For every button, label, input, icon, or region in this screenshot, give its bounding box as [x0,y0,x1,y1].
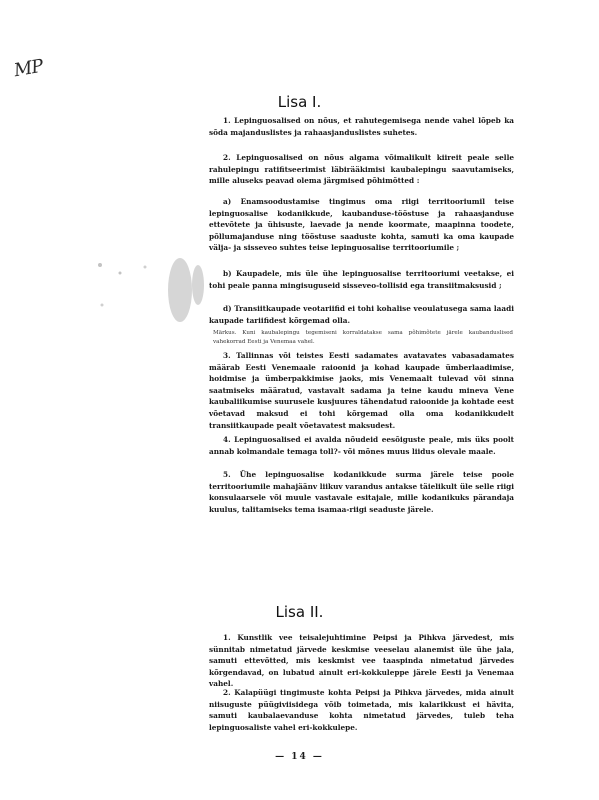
page-number: — 14 — [275,752,324,762]
annex-2-paragraph-1: 1. Kunstlik vee teisalejuhtimine Peipsi ja Pihkva järvedest, mis sünnitab nimetatud järvede keskmise veeselau alanemist üle ühe jala, samuti ettevõtted, mis keskmist vee taaspinda nimetatud järvedes kõrgendavad, on lubatud ainult eri-kokkuleppe järele Eesti ja Venemaa vahel. [209,633,514,689]
annex-2-paragraph-2: 2. Kalapüügi tingimuste kohta Peipsi ja Pihkva järvedes, mida ainult niisuguste püügiviisidega võib toimetada, mis kalarikkust ei hävita, samuti kaubalaevanduse kohta nimetatud järvedes, tuleb teha lepinguosaliste vahel eri-kokkulepe. [209,688,514,732]
annex-1-paragraph-2a: a) Enamsoodustamise tingimus oma riigi territooriumil teise lepinguosalise kodanikkude, kaubanduse-tööstuse ja rahaasjanduse ettevõtete ja ühisuste, laevade ja nende koormate, maapinna toodete, põllumajanduse ning tööstuse saaduste kohta, samuti ka oma kaupade välja- ja sisseveo suhtes teise lepinguosalise territooriumile ; [209,197,514,253]
annex-1-paragraph-2b: b) Kaupadele, mis üle ühe lepinguosalise territooriumi veetakse, ei tohi peale panna mingisuguseid sisseveo-tollisid ega transiitmaksusid ; [209,269,514,290]
margin-handwritten-note: MP [12,55,45,82]
annex-2-title: Lisa II. [275,603,324,621]
annex-1-paragraph-1: 1. Lepinguosalised on nõus, et rahutegemisega nende vahel lõpeb ka sõda majanduslistes ja rahaasjanduslistes suhetes. [209,116,514,137]
annex-1-paragraph-4: 4. Lepinguosalised ei avalda nõudeid eesõiguste peale, mis üks poolt annab kolmandale temaga toll?- või mõnes muus liidus olevale maale. [209,435,514,456]
annex-1-remark: Märkus. Kuni kaubalepingu tegemiseni korraldatakse sama põhimõtete järele kaubanduslised vahekorrad Eesti ja Venemaa vahel. [213,330,513,345]
annex-1-paragraph-5: 5. Ühe lepinguosalise kodanikkude surma järele teise poole territooriumile mahajäänv liikuv varandus antakse täielikult üle selle riigi konsulaarsele või muule vastavale esitajale, mille kodanikuks pärandaja kuulus, talitamiseks tema isamaa-riigi seaduste järele. [209,470,514,514]
scan-smudge [150,250,220,330]
annex-1-paragraph-2d: d) Transiitkaupade veotariifid ei tohi kohalise veoulatusega sama laadi kaupade tariifidest kõrgemad olla. [209,304,514,325]
annex-1-paragraph-2: 2. Lepinguosalised on nõus algama võimalikult kiireit peale selle rahulepingu ratifitseerimist läbirääkimisi kaubalepingu saavutamiseks, mille aluseks peavad olema järgmised põhimõtted : [209,153,514,186]
annex-1-title: Lisa I. [277,93,322,111]
scan-speckles [90,255,160,315]
annex-1-paragraph-3: 3. Tallinnas või teistes Eesti sadamates avatavates vabasadamates määrab Eesti Venemaale raioonid ja kohad kaupade ümberlaadimise, hoidmise ja ümberpakkimise jaoks, mis Venemaalt tulevad või sinna saatmiseks määratud, vastavalt sadama ja teine kaudu mineva Vene kaubaliikumise suurusele kusjuures tähendatud raioonide ja kohtade eest võetavad maksud ei tohi kõrgemad olla oma kodanikkudelt transiitkaupade pealt võetavatest maksudest. [209,351,514,430]
